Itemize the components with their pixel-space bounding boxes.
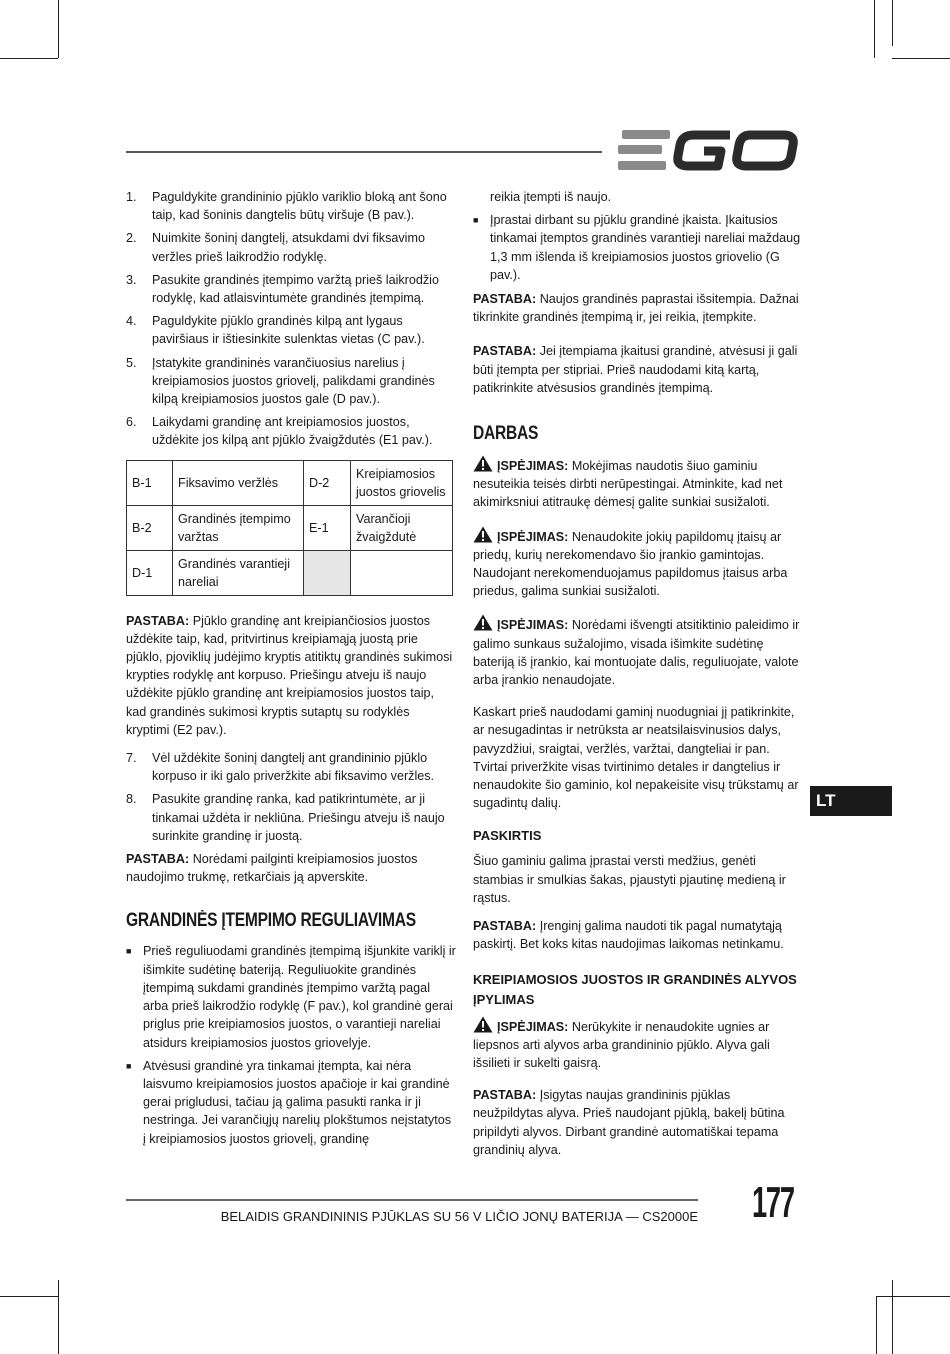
step-text: Pasukite grandinę ranka, kad patikrintumėte, ar ji tinkamai uždėta ir nekliūna. Priešingu atveju iš naujo surinkite grandinę ir juostą. <box>152 792 445 843</box>
assembly-steps-list-continued <box>126 749 456 845</box>
warning-paragraph <box>473 614 803 689</box>
footer-rule <box>126 1199 698 1201</box>
crop-mark <box>876 1296 950 1297</box>
step-number: 2. <box>126 231 137 246</box>
list-item <box>473 211 803 284</box>
table-cell: D-1 <box>127 550 173 595</box>
note-paragraph <box>126 612 456 739</box>
note-paragraph <box>473 1086 803 1159</box>
step-number: 7. <box>126 751 137 766</box>
note-paragraph <box>473 917 803 953</box>
warning-triangle-icon <box>473 1016 493 1033</box>
note-text: Naujos grandinės paprastai išsitempia. Dažnai tikrinkite grandinės įtempimą ir, jei reikia, įtempkite. <box>473 292 799 325</box>
list-item <box>126 790 456 845</box>
bullet-text: Įprastai dirbant su pjūklu grandinė įkaista. Įkaitusios tinkamai įtemptos grandinės varantieji nareliai maždaug 1,3 mm išlenda iš kreipiamosios juostos griovelio (G pav.). <box>490 213 801 282</box>
note-label: PASTABA: <box>473 919 537 934</box>
crop-mark <box>0 58 58 59</box>
note-text: Norėdami pailginti kreipiamosios juostos naudojimo trukmę, retkarčiais ją apverskite. <box>126 852 418 885</box>
crop-mark <box>892 0 893 46</box>
list-item <box>126 942 456 1051</box>
step-text: Pasukite grandinės įtempimo varžtą prieš laikrodžio rodyklę, kad atlaisvintumėte grandinės įtempimą. <box>152 272 439 306</box>
table-cell: Grandinės įtempimo varžtas <box>173 505 304 550</box>
list-item <box>126 413 456 449</box>
inspection-paragraph: Kaskart prieš naudodami gaminį nuodugniai jį patikrinkite, ar nesugadintas ir netrūksta ar neatsilaisvinusios dalys, pavyzdžiui, sraigtai, veržlės, varžtai, dangteliai ir pan. Tvirtai priveržkite visas tvirtinimo detales ir dangtelius ir nenaudokite šio gaminio, kol nepakeisite visų trūkstamų ar sugadintų dalių. <box>473 705 799 811</box>
bullet-text: Atvėsusi grandinė yra tinkamai įtempta, kai nėra laisvumo kreipiamosios juostos apačioje ir kai grandinė gerai prigludusi, tačiau ją galima pasukti ranka ir ji nestringa. Jei varančiųjų narelių plokštumos neįstatytos į kreipiamosios juostos griovelį, grandinę <box>143 1058 452 1146</box>
table-cell: B-2 <box>127 505 173 550</box>
bullet-text: Prieš reguliuodami grandinės įtempimą išjunkite variklį ir išimkite sudėtinę bateriją. Reguliuokite grandinės įtempimą sukdami grandinės įtempimo varžtą pagal arba prieš laikrodžio rodyklę (F pav.), kol grandinė gerai priglus prie kreipiamosios juostos, o varantieji nareliai atsidurs kreipiamosios juostos griovelyje. <box>143 944 456 1050</box>
table-cell-empty <box>351 550 453 595</box>
header-rule <box>126 151 602 153</box>
warning-label: ĮSPĖJIMAS: <box>497 459 569 474</box>
table-cell: Varančioji žvaigždutė <box>351 505 453 550</box>
list-item <box>126 188 456 224</box>
note-text: Įrenginį galima naudoti tik pagal numatytąją paskirtį. Bet koks kitas naudojimas laikomas netinkamu. <box>473 919 784 952</box>
crop-mark <box>892 58 950 59</box>
crop-mark <box>874 0 875 58</box>
step-text: Nuimkite šoninį dangtelį, atsukdami dvi fiksavimo veržles prieš laikrodžio rodyklę. <box>152 231 425 264</box>
page-number: 177 <box>752 1178 794 1227</box>
crop-mark <box>892 1280 893 1354</box>
warning-triangle-icon <box>473 455 493 472</box>
table-cell-empty <box>304 550 351 595</box>
warning-text: Mokėjimas naudotis šiuo gaminiu nesuteikia teisės dirbti nerūpestingai. Atminkite, kad net akimirksniui atitraukę dėmesį galite sunkiai susižaloti. <box>473 459 783 510</box>
step-text: Paguldykite pjūklo grandinės kilpą ant lygaus paviršiaus ir ištiesinkite sulenktas vietas (C pav.). <box>152 314 425 347</box>
step-number: 8. <box>126 792 137 807</box>
list-item <box>126 229 456 265</box>
crop-mark <box>58 1280 59 1354</box>
warning-triangle-icon <box>473 614 493 631</box>
table-cell: Fiksavimo veržlės <box>173 460 304 505</box>
note-label: PASTABA: <box>126 613 190 628</box>
footer-title: BELAIDIS GRANDININIS PJŪKLAS SU 56 V LIČIO JONŲ BATERIJA — CS2000E <box>220 1209 698 1224</box>
note-paragraph <box>126 850 456 886</box>
bullet-square-icon: ■ <box>126 946 132 957</box>
warning-paragraph <box>473 1016 803 1073</box>
table-row <box>127 505 453 550</box>
crop-mark <box>0 1296 58 1297</box>
left-column <box>126 188 456 1154</box>
step-number: 6. <box>126 415 137 430</box>
step-number: 5. <box>126 355 137 370</box>
table-cell: D-2 <box>304 460 351 505</box>
bullet-square-icon: ■ <box>126 1060 132 1071</box>
note-label: PASTABA: <box>126 852 190 867</box>
list-item <box>126 1057 456 1148</box>
table-row <box>127 460 453 505</box>
warning-triangle-icon <box>473 526 493 543</box>
step-number: 4. <box>126 314 137 329</box>
warning-text: Nerūkykite ir nenaudokite ugnies ar liepsnos arti alyvos arba grandininio pjūklo. Alyva gali išsilieti ir sukelti gaisrą. <box>473 1019 770 1070</box>
note-paragraph <box>473 290 803 326</box>
warning-paragraph <box>473 455 803 512</box>
subsection-heading: KREIPIAMOSIOS JUOSTOS IR GRANDINĖS ALYVOS ĮPYLIMAS <box>473 971 797 1007</box>
table-cell: E-1 <box>304 505 351 550</box>
note-label: PASTABA: <box>473 344 537 359</box>
subsection-heading: PASKIRTIS <box>473 828 542 844</box>
right-column <box>473 188 803 1169</box>
parts-table <box>126 460 453 596</box>
table-cell: Kreipiamosios juostos griovelis <box>351 460 453 505</box>
note-paragraph <box>473 342 803 397</box>
step-text: Vėl uždėkite šoninį dangtelį ant grandininio pjūklo korpuso ir iki galo priveržkite abi fiksavimo veržles. <box>152 751 435 784</box>
list-item <box>126 354 456 409</box>
list-item <box>126 312 456 348</box>
table-cell: Grandinės varantieji nareliai <box>173 550 304 595</box>
section-heading: GRANDINĖS ĮTEMPIMO REGULIAVIMAS <box>126 910 416 932</box>
note-text: Įsigytas naujas grandininis pjūklas neužpildytas alyva. Prieš naudojant pjūklą, bakelį būtina pripildyti alyvos. Dirbant grandinė automatiškai tepama grandinių alyva. <box>473 1088 785 1157</box>
note-text: Pjūklo grandinę ant kreipiančiosios juostos uždėkite taip, kad, pritvirtinus kreipiamąją juostą prie pjūklo, pjoviklių judėjimo kryptis atitiktų grandinės sukimosi krypties rodyklę ant korpuso. Priešingu atveju iš naujo uždėkite pjūklo grandinę ant kreipiamosios juostos taip, kad grandinės sukimosi kryptis sutaptų su rodyklės kryptimi (E2 pav.). <box>126 613 453 737</box>
note-text: Jei įtempiama įkaitusi grandinė, atvėsusi ji gali būti įtempta per stipriai. Prieš naudodami kitą kartą, patikrinkite atvėsusios grandinės įtempimą. <box>473 344 798 395</box>
language-tab: LT <box>810 786 892 816</box>
step-number: 3. <box>126 272 137 287</box>
purpose-paragraph: Šiuo gaminiu galima įprastai versti medžius, genėti stambias ir smulkias šakas, pjaustyti pjautinę medieną ir rąstus. <box>473 854 786 905</box>
note-label: PASTABA: <box>473 292 537 307</box>
tension-bullet-list-continued <box>473 211 803 284</box>
table-row <box>127 550 453 595</box>
list-item <box>126 749 456 785</box>
step-text: Paguldykite grandininio pjūklo variklio bloką ant šono taip, kad šoninis dangtelis būtų viršuje (B pav.). <box>152 190 447 223</box>
step-text: Įstatykite grandininės varančiuosius narelius į kreipiamosios juostos griovelį, palikdami grandinės kilpą kreipiamosios juostos gale (D pav.). <box>152 355 435 407</box>
bullet-square-icon: ■ <box>473 215 479 226</box>
warning-label: ĮSPĖJIMAS: <box>497 1019 569 1034</box>
section-heading: DARBAS <box>473 423 539 445</box>
warning-label: ĮSPĖJIMAS: <box>497 529 569 544</box>
note-label: PASTABA: <box>473 1088 537 1103</box>
assembly-steps-list <box>126 188 456 450</box>
warning-paragraph <box>473 526 803 601</box>
warning-text: Norėdami išvengti atsitiktinio paleidimo ir galimo sunkaus sužalojimo, visada išimkite sudėtinę bateriją iš įrankio, kai montuojate dalis, reguliuojate, valote arba įrankio nenaudojate. <box>473 618 800 688</box>
step-number: 1. <box>126 190 137 204</box>
crop-mark <box>58 0 59 58</box>
warning-label: ĮSPĖJIMAS: <box>497 618 569 633</box>
bullet-continuation: reikia įtempti iš naujo. <box>490 190 612 204</box>
step-text: Laikydami grandinę ant kreipiamosios juostos, uždėkite jos kilpą ant pjūklo žvaigždutės (E1 pav.). <box>152 415 433 448</box>
tension-bullet-list <box>126 942 456 1147</box>
list-item <box>126 271 456 307</box>
table-cell: B-1 <box>127 460 173 505</box>
warning-text: Nenaudokite jokių papildomų įtaisų ar priedų, kurių nerekomendavo šio įrankio gamintojas. Naudojant nerekomenduojamus papildomus įtaisus arba priedus, galima sunkiai susižaloti. <box>473 529 788 599</box>
ego-logo <box>618 128 800 172</box>
crop-mark <box>876 1296 877 1354</box>
